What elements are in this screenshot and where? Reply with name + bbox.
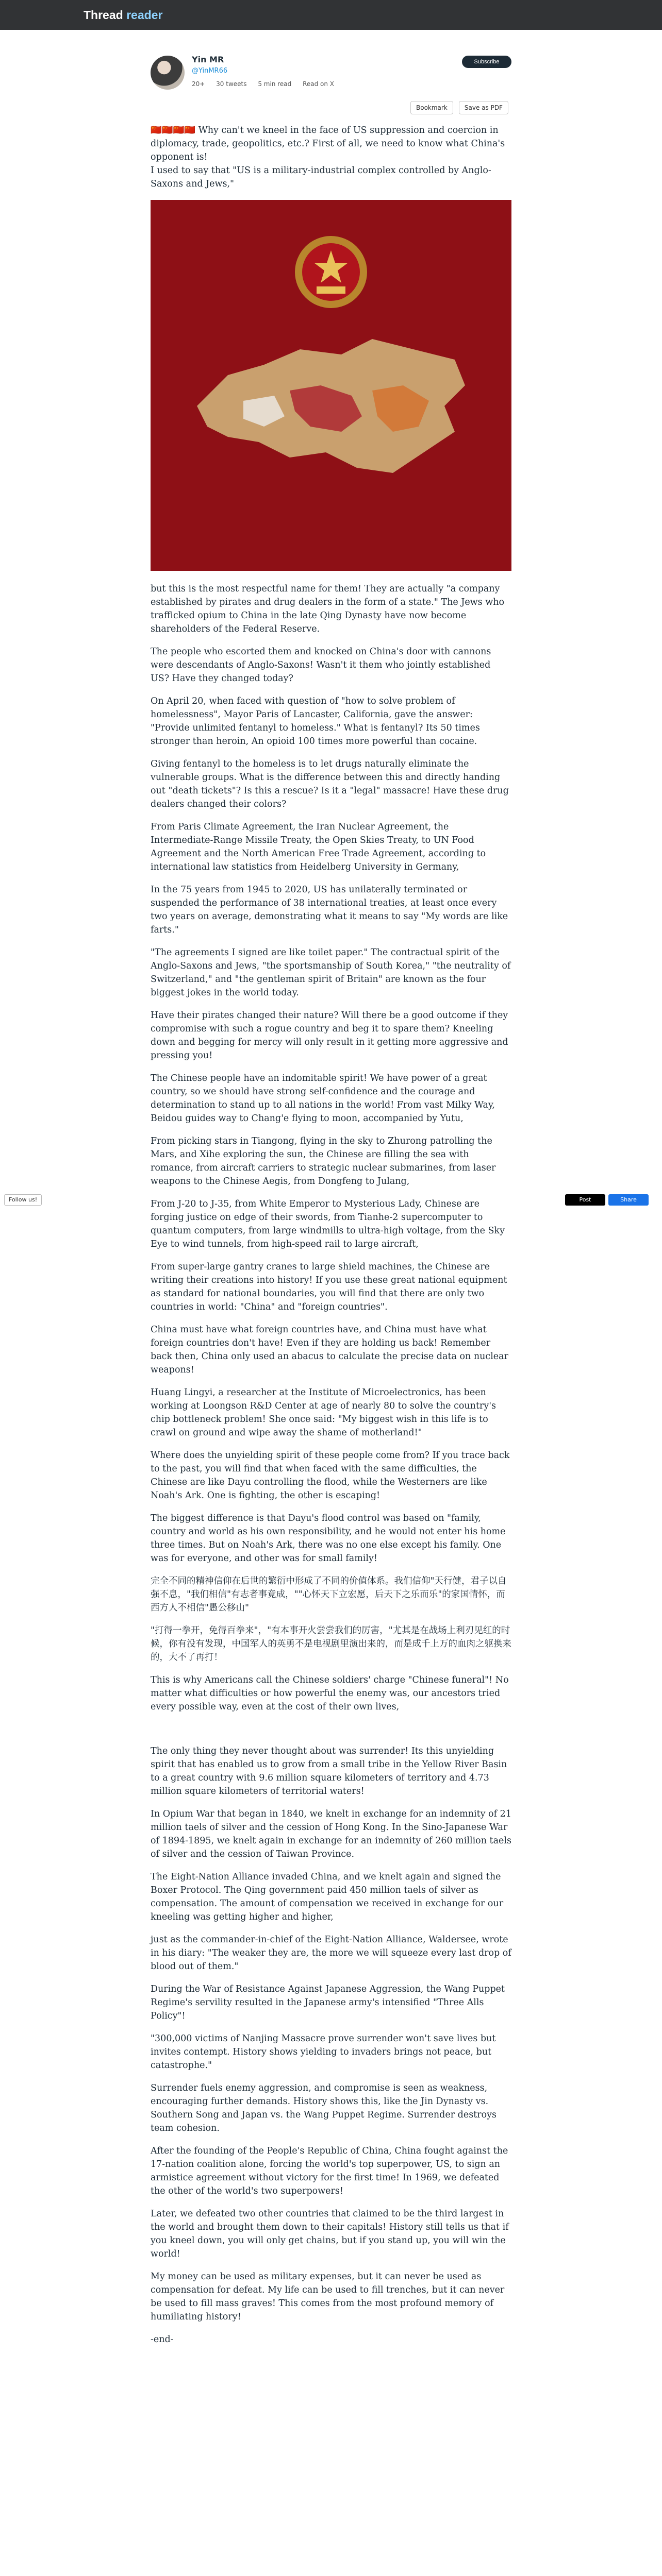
posts-count: 20+ (192, 80, 205, 88)
thread-end: -end- (151, 2334, 174, 2345)
thread-meta (192, 80, 343, 88)
tweet-text: but this is the most respectful name for them! They are actually "a company established by pirates and drug dealers in the form of a state." The Jews who trafficked opium to China in the late Qing Dynasty have now become shareholders of the Federal Reserve. (151, 584, 504, 634)
brand-logo[interactable]: Thread reader (84, 8, 163, 22)
tweet-text: The only thing they never thought about was surrender! Its this unyielding spirit that has enabled us to grow from a small tribe in the Yellow River Basin to a great country with 9.6 million square kilometers of territory and 4.73 million square kilometers of territorial waters! (151, 1746, 507, 1797)
author-handle[interactable]: @YinMR66 (192, 67, 228, 75)
tweet-text: During the War of Resistance Against Japanese Aggression, the Wang Puppet Regime's servility resulted in the Japanese army's intensified "Three Alls Policy"! (151, 1984, 505, 2021)
tweet-text: The Chinese people have an indomitable spirit! We have power of a great country, so we should have strong self-confidence and the courage and determination to stand up to all nations in the world! From vast Milky Way, Beidou guides way to Chang'e flying to moon, accompanied by Yutu, (151, 1073, 495, 1124)
tweet-text: Huang Lingyi, a researcher at the Institute of Microelectronics, has been working at Loongson R&D Center at age of nearly 80 to solve the country's chip bottleneck problem! She once said: "My biggest wish in this life is to crawl on ground and wipe away the shame of motherland!" (151, 1387, 496, 1438)
tweet-text: On April 20, when faced with question of "how to solve problem of homelessness", Mayor Paris of Lancaster, California, gave the answer: "Provide unlimited fentanyl to homeless." What is fentanyl? Its 50 times stronger than heroin, An opioid 100 times more powerful than cocaine. (151, 696, 480, 747)
tweet-text: The Eight-Nation Alliance invaded China, and we knelt again and signed the Boxer Protocol. The Qing government paid 450 million taels of silver as compensation. The amount of compensation we received in exchange for our kneeling was getting higher and higher, (151, 1872, 504, 1922)
tweet-text: Where does the unyielding spirit of these people come from? If you trace back to the past, you will find that when faced with the same difficulties, the Chinese are like Dayu controlling the flood, while the Westerners are like Noah's Ark. One is fighting, the other is escaping! (151, 1450, 510, 1501)
subscribe-button[interactable]: Subscribe (462, 56, 511, 68)
avatar[interactable] (151, 56, 185, 90)
tweet-image[interactable] (151, 200, 511, 571)
tweet-text: After the founding of the People's Republic of China, China fought against the 17-nation coalition alone, forcing the world's top superpower, US, to sign an armistice agreement without victory for the first time! In 1969, we defeated the other of the world's two superpowers! (151, 2146, 508, 2196)
tweet-text: China must have what foreign countries have, and China must have what foreign countries don't have! Even if they are holding us back! Remember back then, China only used an abacus to calculate the precise data on nuclear weapons! (151, 1325, 508, 1375)
tweet-text: In the 75 years from 1945 to 2020, US has unilaterally terminated or suspended the performance of 38 international treaties, at least once every two years on average, demonstrating what it means to say "My words are like farts." (151, 885, 508, 935)
tweet-text: just as the commander-in-chief of the Eight-Nation Alliance, Waldersee, wrote in his diary: "The weaker they are, the more we will squeeze every last drop of blood out of them." (151, 1935, 511, 1972)
tweet-text: From Paris Climate Agreement, the Iran Nuclear Agreement, the Intermediate-Range Missile Treaty, the Open Skies Treaty, to UN Food Agreement and the North American Free Trade Agreement, according to international law statistics from Heidelberg University in Germany, (151, 822, 486, 872)
tweet-text: This is why Americans call the Chinese soldiers' charge "Chinese funeral"! No matter what difficulties or how powerful the enemy was, our ancestors tried every possible way, even at the cost of their own lives, (151, 1675, 509, 1712)
author-name[interactable]: Yin MR (192, 55, 224, 64)
tweet-text: I used to say that "US is a military-industrial complex controlled by Anglo-Saxons and Jews," (151, 165, 491, 189)
follow-us-button[interactable]: Follow us! (4, 1194, 42, 1206)
national-emblem-icon (290, 231, 372, 313)
tweet-text: Surrender fuels enemy aggression, and compromise is seen as weakness, encouraging further demands. History shows this, like the Jin Dynasty vs. Southern Song and Japan vs. the Wang Puppet Regime. Surrender destroys team cohesion. (151, 2083, 497, 2133)
tweet-text: My money can be used as military expenses, but it can never be used as compensation for defeat. My life can be used to fill trenches, but it can never be used to fill mass graves! This comes from the most profound memory of humiliating history! (151, 2272, 505, 2322)
tweet-text: Have their pirates changed their nature? Will there be a good outcome if they compromise with such a rogue country and beg it to spare them? Kneeling down and begging for mercy will only result in it getting more aggressive and pressing you! (151, 1010, 508, 1061)
tweet-text: 完全不同的精神信仰在后世的繁衍中形成了不同的价值体系。我们信仰"天行健，君子以自强不息，"我们相信"有志者事竟成，""心怀天下立宏愿，后天下之乐而乐"的家国情怀，而西方人不相信"愚公移山" (151, 1576, 507, 1613)
tweet-text: Later, we defeated two other countries that claimed to be the third largest in the world and brought them down to their capitals! History still tells us that if you kneel down, you will only get chains, but if you stand up, you will win the world! (151, 2209, 509, 2259)
tweet-text: The biggest difference is that Dayu's flood control was based on "family, country and world as his own responsibility, and he would not enter his home three times. But on Noah's Ark, there was no one else except his family. One was for everyone, and other was for small family! (151, 1513, 506, 1564)
read-on-x-link[interactable]: Read on X (303, 80, 335, 88)
tweet-text: From super-large gantry cranes to large shield machines, the Chinese are writing their creations into history! If you use these great national equipment as standard for national boundaries, you will find that there are only two countries in world: "China" and "foreign countries". (151, 1262, 507, 1312)
post-on-x-button[interactable]: Post (565, 1194, 605, 1206)
bookmark-button[interactable]: Bookmark (410, 101, 453, 114)
tweet-text: "The agreements I signed are like toilet paper." The contractual spirit of the Anglo-Saxons and Jews, "the sportsmanship of South Korea," "the neutrality of Switzerland," and "the gentleman spirit of Britain" are known as the four biggest jokes in the world today. (151, 947, 511, 998)
tweets-count: 30 tweets (216, 80, 247, 88)
china-map-icon (187, 329, 475, 483)
share-button[interactable]: Share (608, 1194, 649, 1206)
tweet-text: "打得一拳开，免得百拳来"，"有本事开火尝尝我们的厉害，"尤其是在战场上利刃见红的时候，你有没有发现，中国军人的英勇不是电视剧里演出来的，而是成千上万的血肉之躯换来的，大不了再打！ (151, 1625, 511, 1663)
author-header (151, 54, 511, 101)
tweet-text: Giving fentanyl to the homeless is to let drugs naturally eliminate the vulnerable groups. What is the difference between this and directly handing out "death tickets"? Is this a rescue? Is it a "legal" massacre! Have these drug dealers changed their colors? (151, 759, 509, 809)
thread-actions (407, 101, 508, 115)
floating-share-bar (0, 1193, 662, 1207)
top-bar (0, 0, 662, 30)
thread-content (151, 124, 511, 2355)
tweet-text: "300,000 victims of Nanjing Massacre prove surrender won't save lives but invites contempt. History shows yielding to invaders brings not peace, but catastrophe." (151, 2033, 496, 2071)
tweet-text: In Opium War that began in 1840, we knelt in exchange for an indemnity of 21 million taels of silver and the cession of Hong Kong. In the Sino-Japanese War of 1894-1895, we knelt again in exchange for an indemnity of 260 million taels of silver and the cession of Taiwan Province. (151, 1809, 511, 1859)
tweet-text: 🇨🇳🇨🇳🇨🇳🇨🇳 Why can't we kneel in the face of US suppression and coercion in diplomacy, trade, geopolitics, etc.? First of all, we need to know what China's opponent is! (151, 125, 505, 162)
tweet-text: From picking stars in Tiangong, flying in the sky to Zhurong patrolling the Mars, and Xihe exploring the sun, the Chinese are filling the sea with romance, from aircraft carriers to strategic nuclear submarines, from laser weapons to the Chinese Aegis, from Dongfeng to Julang, (151, 1136, 496, 1187)
read-time: 5 min read (258, 80, 292, 88)
tweet-text: The people who escorted them and knocked on China's door with cannons were descendants of Anglo-Saxons! Wasn't it them who jointly established US? Have they changed today? (151, 647, 491, 684)
save-pdf-button[interactable]: Save as PDF (459, 101, 508, 114)
tweet-text: From J-20 to J-35, from White Emperor to Mysterious Lady, Chinese are forging justice on edge of their swords, from Tianhe-2 supercomputer to quantum computers, from large windmills to ultra-high voltage, from the Sky Eye to wind tunnels, from high-speed rail to large aircraft, (151, 1199, 505, 1249)
